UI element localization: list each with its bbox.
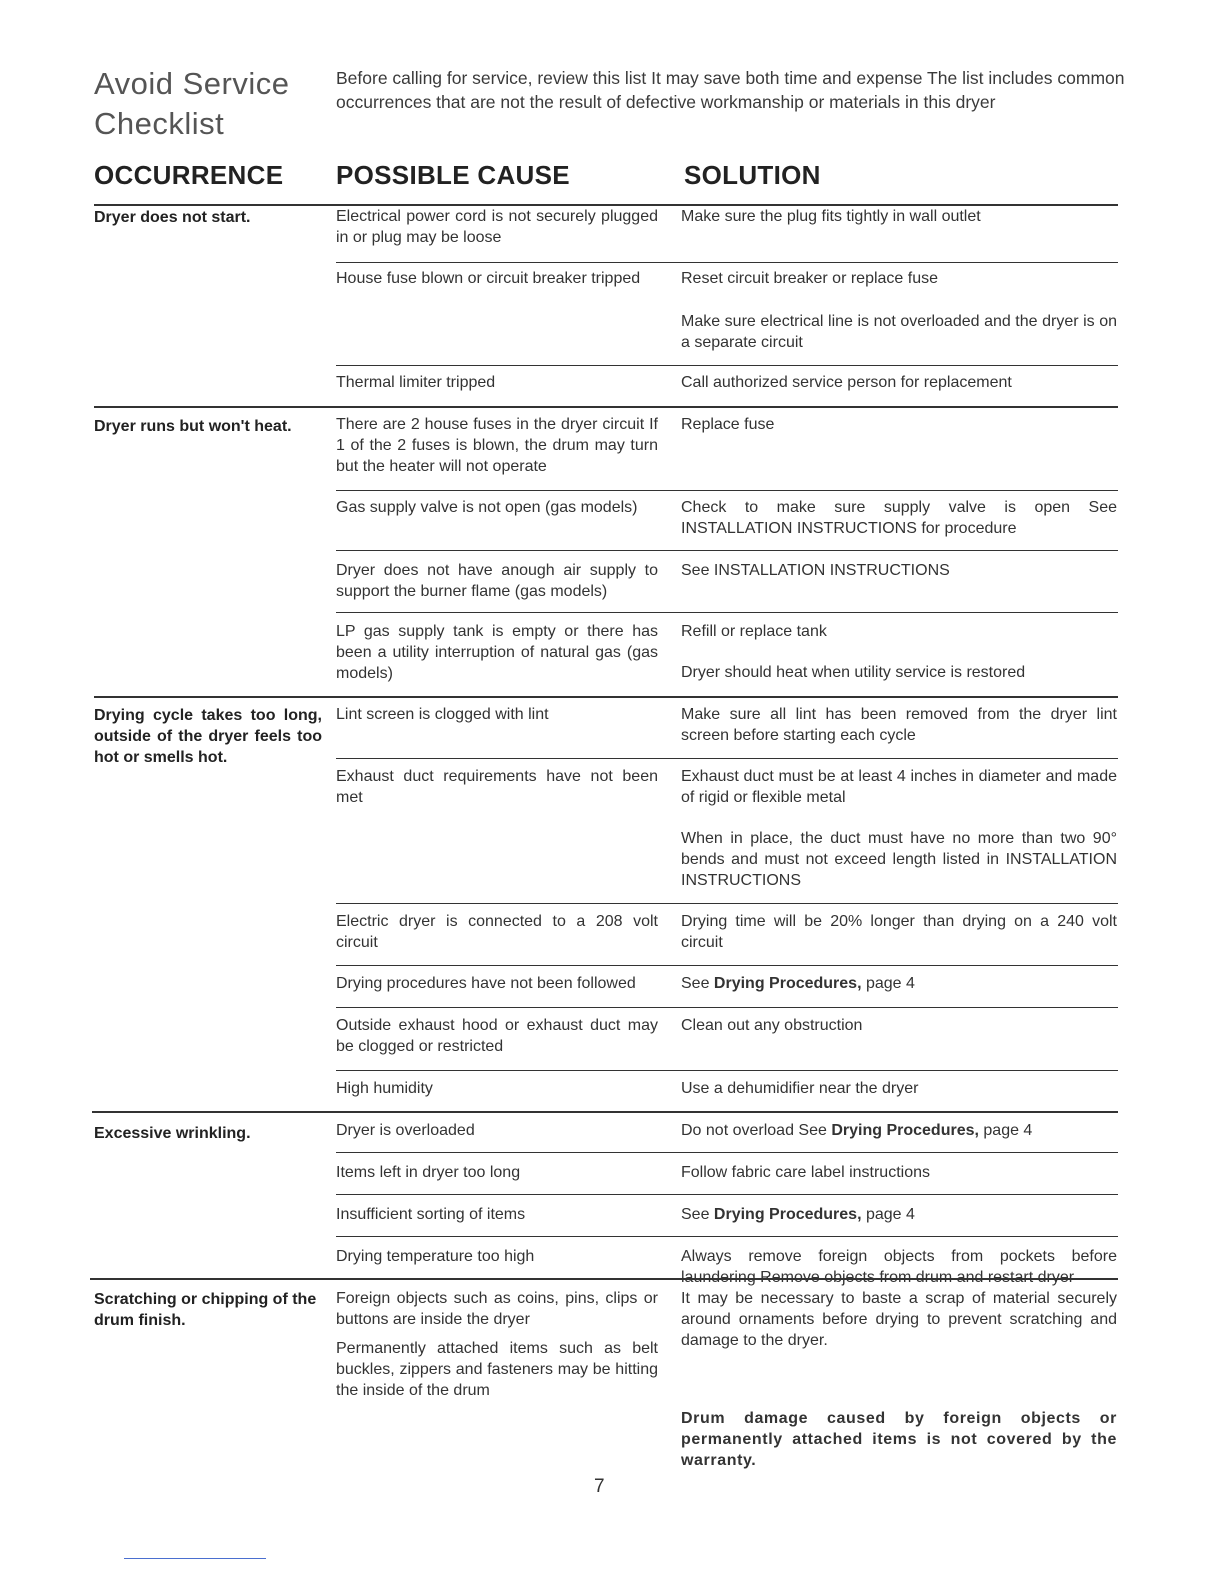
solution-duct-size: Exhaust duct must be at least 4 inches in diameter and made of rigid or flexible metal xyxy=(681,768,1117,806)
row-divider xyxy=(336,1236,1118,1237)
header-solution: SOLUTION xyxy=(684,160,821,190)
title-line-1: Avoid Service xyxy=(94,66,290,101)
cause-208-volt: Electric dryer is connected to a 208 volt circuit xyxy=(336,913,658,951)
row-divider xyxy=(336,612,1118,613)
solution-clean-lint: Make sure all lint has been removed from the dryer lint screen before starting each cycle xyxy=(681,706,1117,744)
page-reference: page 4 xyxy=(865,1206,915,1223)
page-number: 7 xyxy=(594,1476,605,1497)
solution-replace-fuse: Replace fuse xyxy=(681,416,775,433)
solution-see-installation: See INSTALLATION INSTRUCTIONS xyxy=(681,562,950,579)
cause-gas-valve: Gas supply valve is not open (gas models) xyxy=(336,499,638,516)
solution-utility-restored: Dryer should heat when utility service is restored xyxy=(681,664,1026,681)
row-divider xyxy=(336,1070,1118,1071)
occurrence-drum-scratching: Scratching or chipping of the drum finish. xyxy=(94,1291,317,1329)
row-divider xyxy=(336,262,1118,263)
solution-see-text: See xyxy=(681,975,710,992)
cause-power-cord: Electrical power cord is not securely plugged in or plug may be loose xyxy=(336,208,658,246)
drying-procedures-reference: Drying Procedures, xyxy=(831,1122,979,1139)
solution-check-valve: Check to make sure supply valve is open See INSTALLATION INSTRUCTIONS for procedure xyxy=(681,499,1117,537)
occurrence-dryer-does-not-start: Dryer does not start. xyxy=(94,209,251,226)
cause-thermal-limiter: Thermal limiter tripped xyxy=(336,374,496,391)
solution-refill-tank: Refill or replace tank xyxy=(681,623,827,640)
row-divider xyxy=(336,1007,1118,1008)
solution-see-drying-procedures xyxy=(681,973,1117,994)
row-divider xyxy=(336,1152,1118,1153)
solution-remove-foreign-objects: It may be necessary to baste a scrap of material securely around ornaments before drying to prevent scratching and damage to the dryer. xyxy=(681,1290,1117,1349)
cause-items-left: Items left in dryer too long xyxy=(336,1164,521,1181)
cause-humidity: High humidity xyxy=(336,1080,433,1097)
solution-see-text: See xyxy=(681,1206,710,1223)
header-occurrence: OCCURRENCE xyxy=(94,160,284,190)
solution-do-not-overload xyxy=(681,1120,1117,1141)
solution-remove-items: Follow fabric care label instructions xyxy=(681,1164,930,1181)
solution-dehumidifier: Use a dehumidifier near the dryer xyxy=(681,1080,919,1097)
solution-clean-obstruction: Clean out any obstruction xyxy=(681,1017,863,1034)
page-reference: page 4 xyxy=(983,1122,1033,1139)
cause-overloaded: Dryer is overloaded xyxy=(336,1122,475,1139)
row-divider xyxy=(336,758,1118,759)
row-divider xyxy=(336,965,1118,966)
cause-air-supply: Dryer does not have anough air supply to support the burner flame (gas models) xyxy=(336,562,658,600)
solution-overload-text: Do not overload See xyxy=(681,1122,827,1139)
header-possible-cause: POSSIBLE CAUSE xyxy=(336,160,570,190)
warranty-warning: Drum damage caused by foreign objects or permanently attached items is not covered by the warranty. xyxy=(681,1410,1117,1469)
solution-240-volt: Drying time will be 20% longer than drying on a 240 volt circuit xyxy=(681,913,1117,951)
row-divider xyxy=(336,550,1118,551)
page-reference: page 4 xyxy=(865,975,915,992)
cause-exhaust-hood: Outside exhaust hood or exhaust duct may be clogged or restricted xyxy=(336,1017,658,1055)
drying-procedures-reference: Drying Procedures, xyxy=(713,975,862,992)
solution-separate-circuit: Make sure electrical line is not overloaded and the dryer is on a separate circuit xyxy=(681,313,1117,351)
solution-see-drying-procedures xyxy=(681,1204,1117,1225)
solution-reset-breaker: Reset circuit breaker or replace fuse xyxy=(681,270,938,287)
title-line-2: Checklist xyxy=(94,106,225,141)
section-divider xyxy=(94,406,1118,408)
cause-attached-items: Permanently attached items such as belt buckles, zippers and fasteners may be hitting the inside of the drum xyxy=(336,1340,658,1399)
cause-house-fuses: There are 2 house fuses in the dryer circuit If 1 of the 2 fuses is blown, the drum may turn but the heater will not operate xyxy=(336,416,658,475)
solution-service-person: Call authorized service person for replacement xyxy=(681,374,1012,391)
drying-procedures-reference: Drying Procedures, xyxy=(713,1206,862,1223)
solution-duct-bends: When in place, the duct must have no more than two 90° bends and must not exceed length listed in INSTALLATION INSTRUCTIONS xyxy=(681,830,1117,889)
intro-paragraph: Before calling for service, review this list It may save both time and expense The list includes common occurrences that are not the result of defective workmanship or materials in this dryer xyxy=(336,68,1125,112)
occurrence-dryer-wont-heat: Dryer runs but won't heat. xyxy=(94,418,292,435)
occurrence-drying-too-long: Drying cycle takes too long, outside of the dryer feels too hot or smells hot. xyxy=(94,707,322,766)
cause-fuse-breaker: House fuse blown or circuit breaker tripped xyxy=(336,270,641,287)
cause-foreign-objects: Foreign objects such as coins, pins, clips or buttons are inside the dryer xyxy=(336,1290,658,1328)
row-divider xyxy=(336,903,1118,904)
cause-sorting: Insufficient sorting of items xyxy=(336,1206,526,1223)
row-divider xyxy=(336,1194,1118,1195)
cause-temperature: Drying temperature too high xyxy=(336,1248,535,1265)
cause-procedures: Drying procedures have not been followed xyxy=(336,975,636,992)
row-divider xyxy=(336,490,1118,491)
solution-fabric-label: Always remove foreign objects from pockets before laundering Remove objects from drum and restart dryer xyxy=(681,1248,1117,1286)
cause-lint-screen: Lint screen is clogged with lint xyxy=(336,706,549,723)
section-divider xyxy=(92,1111,1118,1113)
cause-exhaust-duct: Exhaust duct requirements have not been met xyxy=(336,768,658,806)
row-divider xyxy=(336,365,1118,366)
occurrence-excessive-wrinkling: Excessive wrinkling. xyxy=(94,1125,251,1142)
page-title xyxy=(94,64,289,144)
section-divider xyxy=(94,696,1118,698)
footer-line xyxy=(124,1558,266,1559)
solution-plug: Make sure the plug fits tightly in wall outlet xyxy=(681,208,981,225)
cause-lp-tank: LP gas supply tank is empty or there has been a utility interruption of natural gas (gas models) xyxy=(336,623,658,682)
